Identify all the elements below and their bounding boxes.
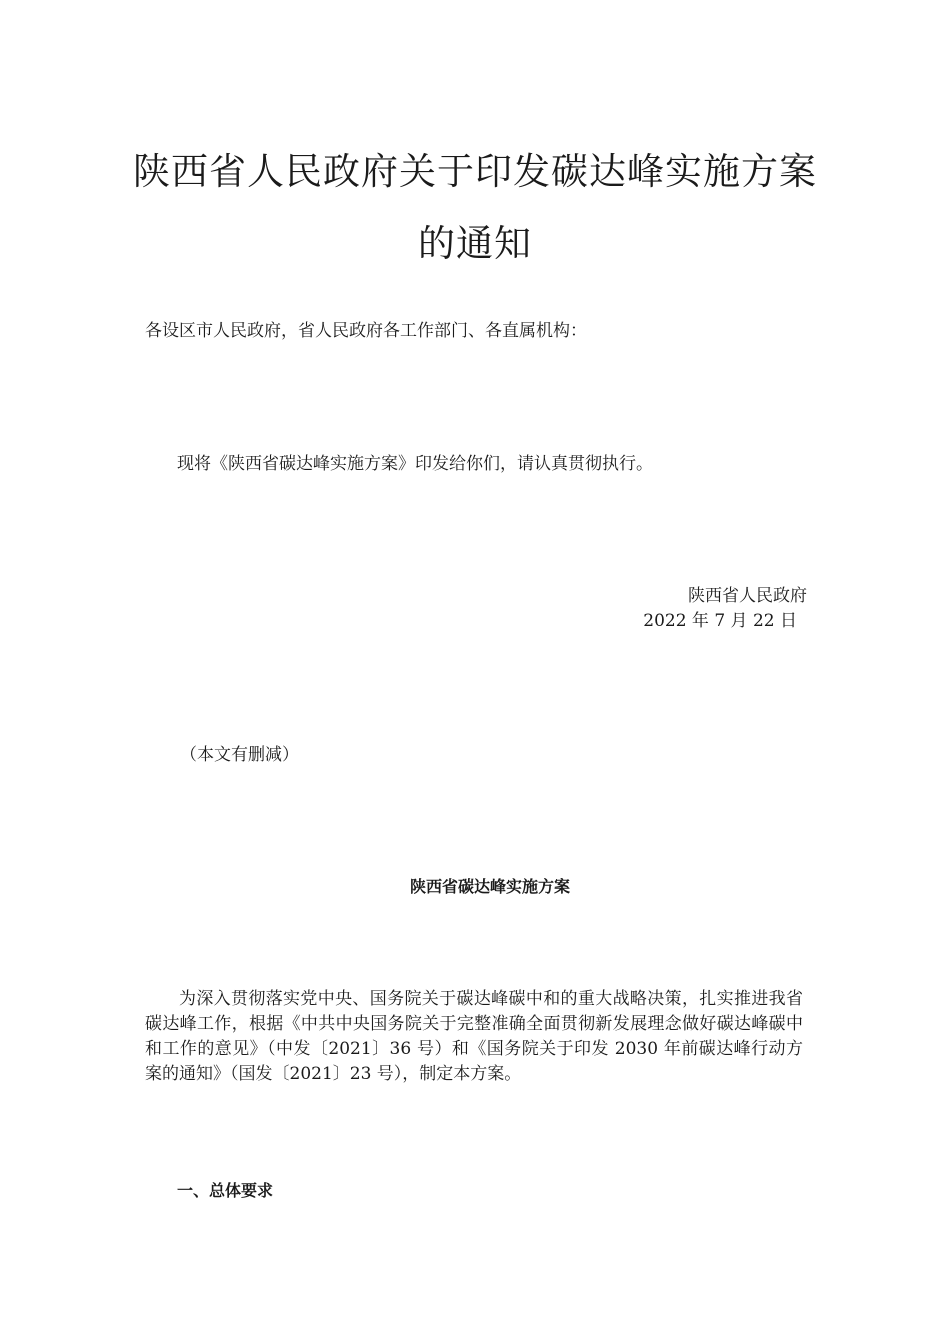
- abridged-note: （本文有删减）: [180, 745, 299, 765]
- attachment-intro-paragraph: 为深入贯彻落实党中央、国务院关于碳达峰碳中和的重大战略决策，扎实推进我省碳达峰工作，根据《中共中央国务院关于完整准确全面贯彻新发展理念做好碳达峰碳中和工作的意见》（中发〔2021〕36 号）和《国务院关于印发 2030 年前碳达峰行动方案的通知》（国发〔2021〕23 号），制定本方案。: [145, 989, 803, 1084]
- signature-organization: 陕西省人民政府: [688, 586, 807, 606]
- section-heading: 一、总体要求: [177, 1181, 274, 1200]
- document-title: 陕西省人民政府关于印发碳达峰实施方案的通知: [133, 150, 817, 265]
- notice-body: 现将《陕西省碳达峰实施方案》印发给你们，请认真贯彻执行。: [177, 454, 653, 474]
- addressee: 各设区市人民政府，省人民政府各工作部门、各直属机构：: [145, 321, 587, 341]
- attachment-title: 陕西省碳达峰实施方案: [409, 877, 570, 896]
- signature-date: 2022 年 7 月 22 日: [643, 611, 797, 631]
